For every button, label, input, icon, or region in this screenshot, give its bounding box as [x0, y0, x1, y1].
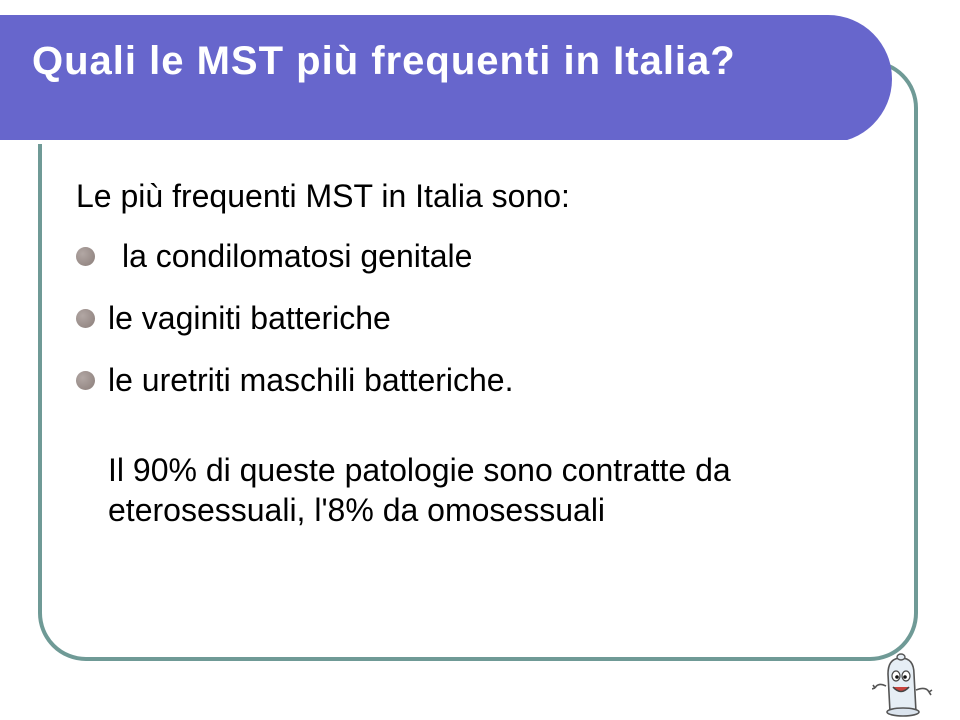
bullet-dot-icon: [76, 247, 95, 266]
title-banner: [0, 15, 892, 143]
bullet-list: [76, 236, 896, 400]
slide-body: [76, 176, 896, 528]
bullet-dot-icon: [76, 309, 95, 328]
bullet-dot-icon: [76, 371, 95, 390]
slide-title: Quali le MST più frequenti in Italia?: [32, 39, 736, 83]
list-item: [76, 236, 896, 276]
statistics-note: Il 90% di queste patologie sono contratte da eterosessuali, l'8% da omosessuali: [108, 452, 731, 528]
list-item-label: le vaginiti batteriche: [108, 300, 391, 336]
list-item-label: la condilomatosi genitale: [122, 238, 473, 274]
list-item: [76, 298, 896, 338]
title-underline: [0, 140, 848, 144]
list-item-label: le uretriti maschili batteriche.: [108, 362, 514, 398]
list-item: [76, 360, 896, 400]
condom-mascot-icon: [872, 652, 934, 718]
intro-text: Le più frequenti MST in Italia sono:: [76, 178, 570, 214]
